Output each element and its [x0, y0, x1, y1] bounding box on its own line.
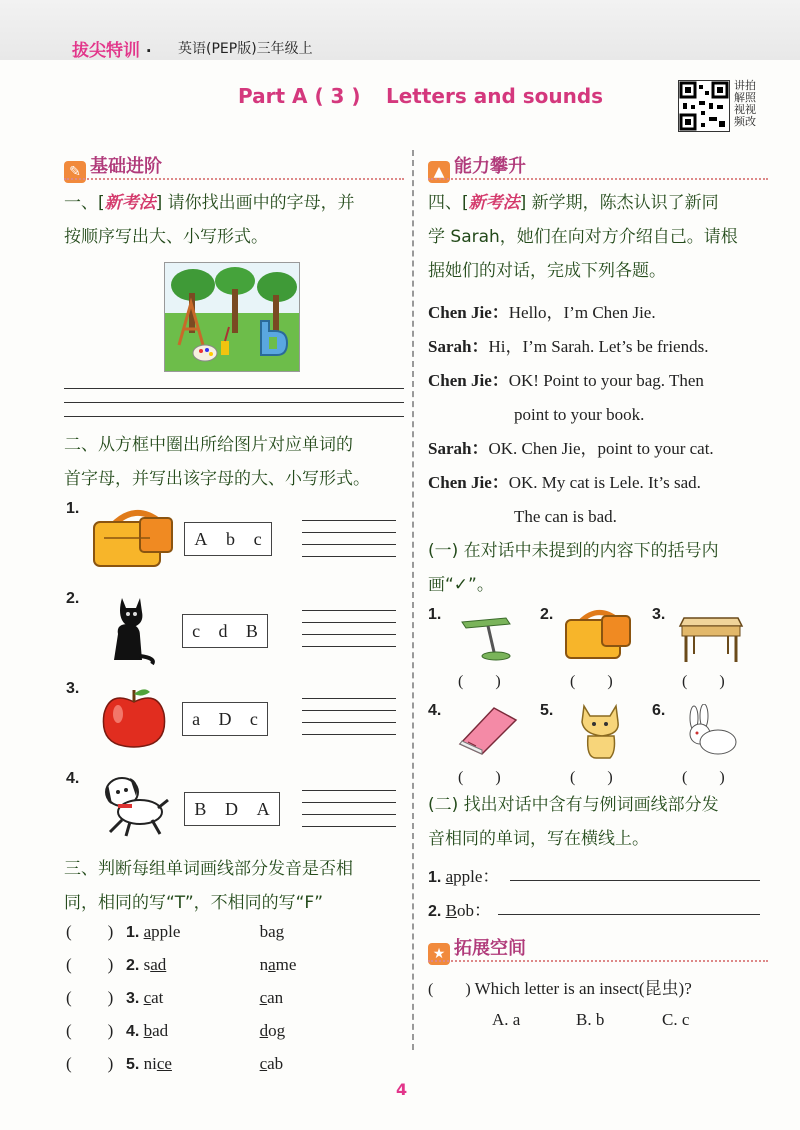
cat-picture	[574, 702, 630, 760]
option-b[interactable]: B. b	[576, 1010, 605, 1029]
letter-option[interactable]: D	[225, 798, 238, 819]
item-number: 2.	[126, 957, 140, 974]
letter-option[interactable]: B	[194, 798, 207, 819]
rabbit-picture	[680, 704, 740, 756]
q3-row	[66, 988, 406, 1008]
sparkle-icon: ★	[428, 943, 450, 965]
series-title: 英语(PEP版)三年级上	[178, 41, 313, 57]
letter-box[interactable]	[182, 614, 268, 648]
answer-line[interactable]	[64, 402, 404, 403]
pencil-icon: ✎	[64, 161, 86, 183]
item-number: 4.	[428, 702, 442, 719]
write-line[interactable]	[302, 734, 396, 735]
item-number: 3.	[652, 606, 666, 623]
section-underline	[64, 178, 404, 180]
item-number: 3.	[66, 680, 80, 697]
topic-title: Letters and sounds	[386, 84, 604, 108]
write-line[interactable]	[302, 622, 396, 623]
dialogue-line: The can is bad.	[514, 507, 617, 526]
answer-line[interactable]	[64, 388, 404, 389]
dialogue-line: Sarah：OK. Chen Jie，point to your cat.	[428, 439, 714, 458]
sub2-item: 1. apple：	[428, 867, 500, 886]
dialogue	[428, 296, 778, 534]
item-number: 5.	[126, 1056, 140, 1073]
column-divider	[412, 150, 414, 1050]
dialogue-line: Chen Jie：Hello，I’m Chen Jie.	[428, 303, 656, 322]
cat-picture	[104, 594, 158, 666]
dialogue-line: Sarah：Hi，I’m Sarah. Let’s be friends.	[428, 337, 709, 356]
answer-paren[interactable]: ( )	[458, 673, 501, 690]
letter-box[interactable]	[184, 522, 272, 556]
answer-line[interactable]	[498, 914, 760, 915]
answer-paren[interactable]: ( )	[458, 769, 501, 786]
q1-instruction: 一、[新考法] 请你找出画中的字母，并 按顺序写出大、小写形式。	[64, 193, 355, 247]
word-1: bad	[143, 1021, 169, 1040]
apple-picture	[100, 684, 168, 750]
item-number: 1.	[126, 924, 140, 941]
q2-instruction: 二、从方框中圈出所给图片对应单词的 首字母，并写出该字母的大、小写形式。	[64, 435, 370, 489]
write-line[interactable]	[302, 814, 396, 815]
item-number: 4.	[66, 770, 80, 787]
word-1: apple	[143, 922, 181, 941]
item-number: 1.	[66, 500, 80, 517]
answer-paren[interactable]: ( )	[570, 769, 613, 786]
section-extension: ★ 拓展空间	[428, 934, 526, 956]
word-1: sad	[143, 955, 167, 974]
option-c[interactable]: C. c	[662, 1010, 690, 1029]
q3-instruction: 三、判断每组单词画线部分发音是否相 同，相同的写“T”，不相同的写“F”	[64, 859, 353, 913]
write-line[interactable]	[302, 544, 396, 545]
dog-picture	[100, 772, 172, 838]
option-a[interactable]: A. a	[492, 1010, 521, 1029]
item-number: 4.	[126, 1023, 140, 1040]
desk-picture	[678, 612, 744, 664]
dialogue-line: Chen Jie：OK! Point to your bag. Then	[428, 371, 704, 390]
lamp-picture	[458, 612, 518, 662]
write-line[interactable]	[302, 790, 396, 791]
write-line[interactable]	[302, 802, 396, 803]
q3-row	[66, 922, 406, 942]
word-1: nice	[143, 1054, 172, 1073]
brand-logo: 拔尖特训 ·	[72, 41, 152, 61]
part-title: Part A ( 3 )	[238, 84, 361, 108]
answer-paren[interactable]: ( )	[428, 981, 471, 998]
write-line[interactable]	[302, 610, 396, 611]
letter-option[interactable]: d	[218, 620, 228, 641]
word-1: cat	[143, 988, 164, 1007]
section-advanced: ▲ 能力攀升	[428, 152, 526, 174]
word-2: name	[259, 955, 297, 974]
answer-paren[interactable]: ( )	[66, 922, 114, 941]
section-underline	[428, 178, 768, 180]
answer-line[interactable]	[510, 880, 760, 881]
write-line[interactable]	[302, 646, 396, 647]
q3-row	[66, 955, 406, 975]
letter-option[interactable]: D	[218, 708, 232, 729]
letter-option[interactable]: c	[253, 528, 262, 549]
answer-paren[interactable]: ( )	[66, 955, 114, 974]
sub2-instruction: (二) 找出对话中含有与例词画线部分发 音相同的单词，写在横线上。	[428, 795, 719, 849]
bag-picture	[562, 608, 636, 662]
item-number: 3.	[126, 990, 140, 1007]
dialogue-line: Chen Jie：OK. My cat is Lele. It’s sad.	[428, 473, 701, 492]
letter-option[interactable]: B	[245, 620, 258, 641]
write-line[interactable]	[302, 722, 396, 723]
write-line[interactable]	[302, 698, 396, 699]
item-number: 6.	[652, 702, 666, 719]
answer-paren[interactable]: ( )	[570, 673, 613, 690]
word-2: dog	[259, 1021, 286, 1040]
qr-caption: 讲拍 解照 视视 频改	[734, 79, 756, 128]
rocket-icon: ▲	[428, 161, 450, 183]
q4-instruction: 四、[新考法] 新学期，陈杰认识了新同 学 Sarah，她们在向对方介绍自己。请根 据她们的对话，完成下列各题。	[428, 193, 738, 281]
answer-paren[interactable]: ( )	[66, 1021, 114, 1040]
word-2: cab	[259, 1054, 284, 1073]
section-basic: ✎ 基础进阶	[64, 152, 162, 174]
write-line[interactable]	[302, 520, 396, 521]
answer-paren[interactable]: ( )	[682, 673, 725, 690]
write-line[interactable]	[302, 532, 396, 533]
write-line[interactable]	[302, 634, 396, 635]
answer-paren[interactable]: ( )	[66, 988, 114, 1007]
letter-option[interactable]: A	[256, 798, 270, 819]
item-number: 2.	[540, 606, 554, 623]
write-line[interactable]	[302, 556, 396, 557]
answer-paren[interactable]: ( )	[682, 769, 725, 786]
sub1-instruction: (一) 在对话中未提到的内容下的括号内 画“✓”。	[428, 541, 719, 595]
q5-question: ( ) Which letter is an insect(昆虫)?	[428, 979, 692, 998]
answer-paren[interactable]: ( )	[66, 1054, 114, 1073]
letter-box[interactable]	[182, 702, 268, 736]
q3-row	[66, 1021, 406, 1041]
word-2: can	[259, 988, 284, 1007]
park-picture	[164, 262, 300, 372]
write-line[interactable]	[302, 826, 396, 827]
write-line[interactable]	[302, 710, 396, 711]
dialogue-line: point to your book.	[514, 405, 645, 424]
letter-box[interactable]	[184, 792, 280, 826]
q3-row	[66, 1054, 406, 1074]
answer-line[interactable]	[64, 416, 404, 417]
item-number: 5.	[540, 702, 554, 719]
sub2-item: 2. Bob：	[428, 901, 491, 920]
book-picture	[454, 704, 520, 756]
page-number: 4	[396, 1080, 408, 1099]
letter-option[interactable]: c	[249, 708, 258, 729]
letter-option[interactable]: b	[225, 528, 235, 549]
word-2: bag	[259, 922, 285, 941]
letter-option[interactable]: a	[192, 708, 201, 729]
section-underline	[428, 960, 768, 962]
item-number: 1.	[428, 606, 442, 623]
item-number: 2.	[66, 590, 80, 607]
letter-option[interactable]: A	[194, 528, 208, 549]
qr-code-icon[interactable]	[678, 80, 730, 132]
bag-picture	[90, 508, 182, 570]
letter-option[interactable]: c	[192, 620, 201, 641]
